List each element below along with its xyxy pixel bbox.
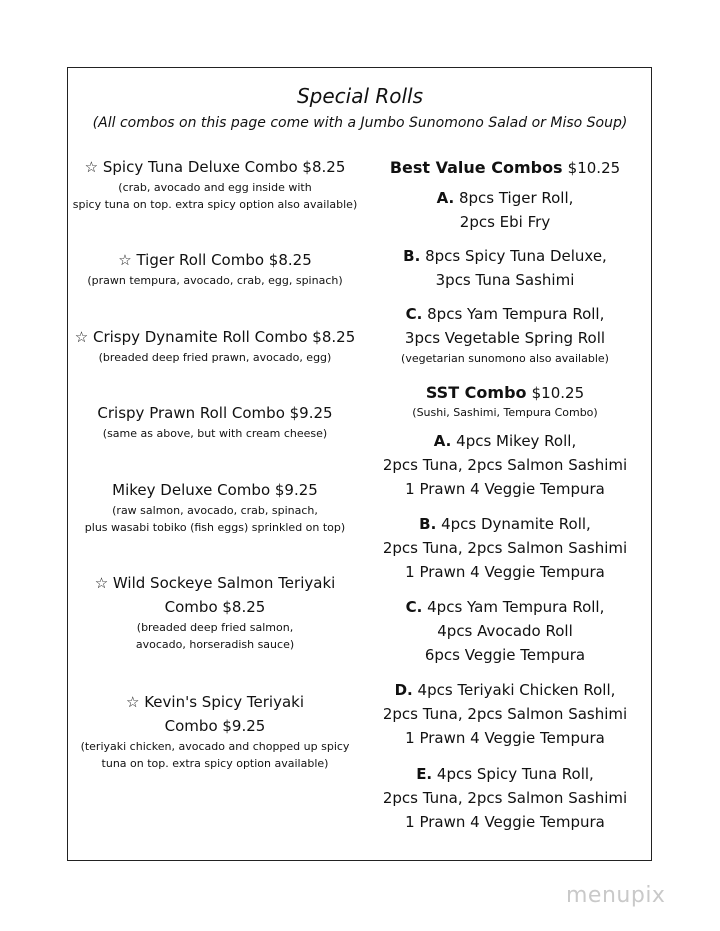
option-line: 8pcs Tiger Roll, — [458, 189, 574, 207]
list-item — [370, 595, 640, 667]
item-name: Kevin's Spicy Teriyaki — [144, 693, 304, 711]
option-line: 2pcs Tuna, 2pcs Salmon Sashimi — [382, 539, 628, 557]
item-description: (teriyaki chicken, avocado and chopped up spicy — [80, 740, 350, 753]
item-name: Crispy Dynamite Roll Combo $8.25 — [92, 328, 356, 346]
item-description: (raw salmon, avocado, crab, spinach, — [112, 504, 318, 517]
option-letter: A. — [436, 189, 455, 207]
list-item — [370, 302, 640, 367]
item-description: (same as above, but with cream cheese) — [102, 427, 328, 440]
option-line: 8pcs Yam Tempura Roll, — [427, 305, 605, 323]
item-name: Combo $9.25 — [164, 717, 266, 735]
option-line: 4pcs Teriyaki Chicken Roll, — [417, 681, 616, 699]
item-name: Mikey Deluxe Combo $9.25 — [112, 481, 318, 499]
item-description: (breaded deep fried prawn, avocado, egg) — [98, 351, 332, 364]
list-item — [70, 401, 360, 442]
list-item — [370, 244, 640, 292]
list-item — [370, 186, 640, 234]
list-item — [70, 248, 360, 289]
section-note: (Sushi, Sashimi, Tempura Combo) — [412, 406, 598, 419]
item-description: avocado, horseradish sauce) — [135, 638, 295, 651]
item-name: Wild Sockeye Salmon Teriyaki — [112, 574, 336, 592]
option-line: 4pcs Dynamite Roll, — [441, 515, 591, 533]
list-item — [70, 478, 360, 536]
option-note: (vegetarian sunomono also available) — [401, 352, 609, 365]
section-price: $10.25 — [567, 159, 621, 177]
option-line: 4pcs Spicy Tuna Roll, — [436, 765, 594, 783]
option-line: 1 Prawn 4 Veggie Tempura — [405, 729, 605, 747]
list-item — [370, 678, 640, 750]
page-subtitle: (All combos on this page come with a Jumbo Sunomono Salad or Miso Soup) — [92, 115, 628, 131]
item-name: Spicy Tuna Deluxe Combo $8.25 — [102, 158, 346, 176]
option-line: 1 Prawn 4 Veggie Tempura — [405, 480, 605, 498]
option-line: 2pcs Tuna, 2pcs Salmon Sashimi — [382, 456, 628, 474]
star-icon: ☆ — [125, 693, 140, 711]
list-item — [370, 762, 640, 834]
option-line: 2pcs Ebi Fry — [459, 213, 551, 231]
item-description: spicy tuna on top. extra spicy option also available) — [72, 198, 358, 211]
option-line: 6pcs Veggie Tempura — [424, 646, 586, 664]
section-title: Best Value Combos — [389, 158, 563, 177]
option-line: 3pcs Tuna Sashimi — [435, 271, 575, 289]
star-icon: ☆ — [74, 328, 89, 346]
option-letter: C. — [405, 598, 423, 616]
item-name: Combo $8.25 — [164, 598, 266, 616]
option-letter: A. — [433, 432, 452, 450]
option-line: 4pcs Mikey Roll, — [456, 432, 577, 450]
star-icon: ☆ — [84, 158, 99, 176]
option-letter: D. — [394, 681, 413, 699]
list-item — [70, 571, 360, 653]
option-line: 1 Prawn 4 Veggie Tempura — [405, 813, 605, 831]
item-description: plus wasabi tobiko (fish eggs) sprinkled on top) — [84, 521, 346, 534]
option-line: 1 Prawn 4 Veggie Tempura — [405, 563, 605, 581]
item-description: (crab, avocado and egg inside with — [118, 181, 312, 194]
option-letter: E. — [416, 765, 433, 783]
option-line: 3pcs Vegetable Spring Roll — [404, 329, 606, 347]
option-letter: B. — [403, 247, 421, 265]
option-line: 2pcs Tuna, 2pcs Salmon Sashimi — [382, 705, 628, 723]
option-letter: C. — [405, 305, 423, 323]
best-value-heading — [370, 157, 640, 179]
list-item — [370, 429, 640, 501]
watermark-logo: menupix — [566, 883, 666, 908]
list-item — [370, 512, 640, 584]
list-item — [70, 155, 360, 213]
page-title: Special Rolls — [296, 84, 424, 108]
option-letter: B. — [419, 515, 437, 533]
star-icon: ☆ — [118, 251, 132, 269]
section-price: $10.25 — [531, 384, 585, 402]
option-line: 4pcs Yam Tempura Roll, — [427, 598, 605, 616]
item-description: (prawn tempura, avocado, crab, egg, spinach) — [87, 274, 343, 287]
list-item — [70, 690, 360, 772]
sst-heading — [370, 382, 640, 421]
item-name: Crispy Prawn Roll Combo $9.25 — [97, 404, 333, 422]
item-description: tuna on top. extra spicy option available) — [101, 757, 329, 770]
item-name: Tiger Roll Combo $8.25 — [136, 251, 312, 269]
option-line: 2pcs Tuna, 2pcs Salmon Sashimi — [382, 789, 628, 807]
option-line: 8pcs Spicy Tuna Deluxe, — [425, 247, 607, 265]
star-icon: ☆ — [94, 574, 109, 592]
section-title: SST Combo — [425, 383, 527, 402]
option-line: 4pcs Avocado Roll — [437, 622, 573, 640]
item-description: (breaded deep fried salmon, — [136, 621, 294, 634]
list-item — [70, 325, 360, 366]
